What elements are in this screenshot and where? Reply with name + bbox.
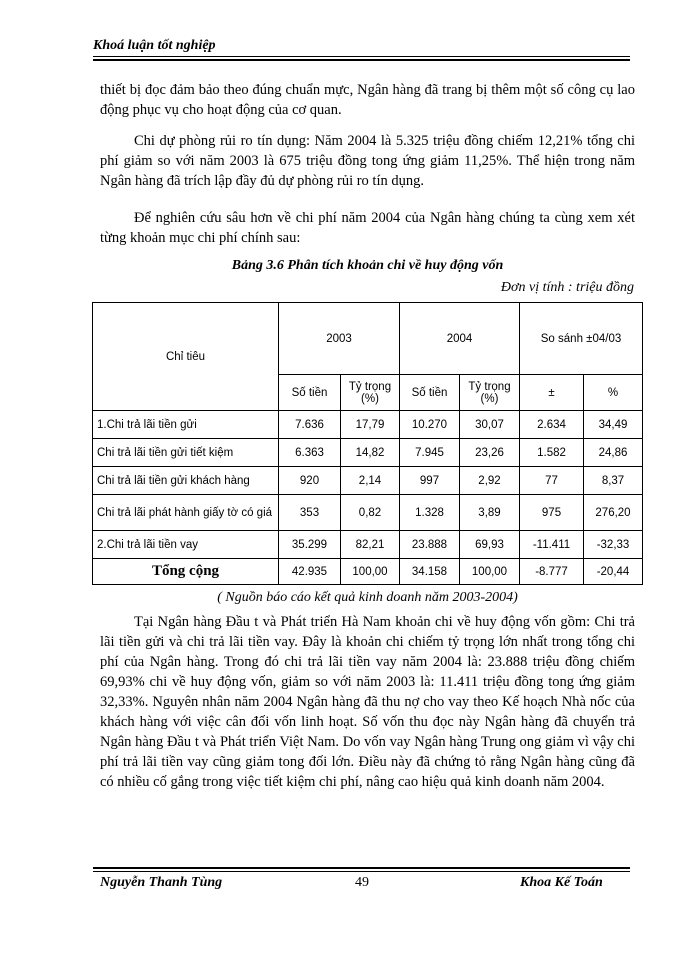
header-rule [93,56,630,57]
paragraph-4: Tại Ngân hàng Đầu t và Phát triển Hà Nam khoản chi về huy động vốn gồm: Chi trả lãi tiền gửi và chi trả lãi tiền vay. Đây là khoản chi chiếm tỷ trọng lớn nhất trong tổng chi phí của Ngân hàng. Trong đó chi trả lãi tiền vay năm 2004 là: 23.888 triệu đồng chiếm 69,93% chi về huy động vốn, giảm so với năm 2003 là: 11.411 triệu đồng tong ứng giảm 32,33%. Nguyên nhân năm 2004 Ngân hàng đã thu nợ cho vay theo Kế hoạch Nhà nốc của khách hàng với việc cân đối vốn linh hoạt. Số vốn thu đọc này Ngân hàng đã chuyển trả Ngân hàng Đầu t và Phát triển Việt Nam. Do vốn vay Ngân hàng Trung ong giảm vì vậy chi phí trả lãi tiền vay cũng giảm tong đối lớn. Điều này đã chứng tỏ rằng Ngân hàng cũng đã có nhiều cố gắng trong việc tiết kiệm chi phí, nâng cao hiệu quả kinh doanh năm 2004. [100,614,635,790]
table-cell: 23.888 [400,531,460,559]
table-cell: 34,49 [584,411,643,439]
table-cell: 34.158 [400,559,460,585]
table-cell: 7.636 [279,411,341,439]
table-cell: 17,79 [341,411,400,439]
table-cell: 997 [400,467,460,495]
table-cell: 100,00 [341,559,400,585]
header-percent: % [584,375,643,411]
table-row [93,411,643,439]
paragraph-2: Chi dự phòng rủi ro tín dụng: Năm 2004 là 5.325 triệu đồng chiếm 12,21% tổng chi phí giảm so với năm 2003 là 675 triệu đồng tong ứng giảm 11,25%. Thể hiện trong năm Ngân hàng đã trích lập đầy đủ dự phòng rủi ro tín dụng. [100,133,635,189]
paragraph-1: thiết bị đọc đảm bảo theo đúng chuẩn mực, Ngân hàng đã trang bị thêm một số công cụ lao động phục vụ cho hoạt động của cơ quan. [100,82,635,118]
table-cell: -20,44 [584,559,643,585]
table-cell: 23,26 [460,439,520,467]
table-cell: 1.328 [400,495,460,531]
header-2004: 2004 [400,303,520,375]
table-cell: 69,93 [460,531,520,559]
header-rule-thick [93,59,630,61]
table-cell: 2,92 [460,467,520,495]
header-ty-trong-2004: Tỷ trọng (%) [460,375,520,411]
header-ty-trong-2003: Tỷ trọng (%) [341,375,400,411]
table-cell: 14,82 [341,439,400,467]
row-label: 2.Chi trả lãi tiền vay [93,531,279,559]
header-so-tien-2003: Số tiền [279,375,341,411]
table-cell: 100,00 [460,559,520,585]
table-cell: 353 [279,495,341,531]
expense-table [92,302,643,585]
running-header-title: Khoá luận tốt nghiệp [93,38,216,53]
page-number: 49 [355,875,369,890]
header-compare: So sánh ±04/03 [520,303,643,375]
table-cell: 6.363 [279,439,341,467]
row-label: Chi trả lãi tiền gửi tiết kiệm [93,439,279,467]
table-cell: 82,21 [341,531,400,559]
table-cell: 1.582 [520,439,584,467]
table-cell: -8.777 [520,559,584,585]
table-cell: 35.299 [279,531,341,559]
footer-rule-thick [93,867,630,869]
header-so-tien-2004: Số tiền [400,375,460,411]
table-cell: 920 [279,467,341,495]
row-label: 1.Chi trả lãi tiền gửi [93,411,279,439]
table-cell: -32,33 [584,531,643,559]
table-row [93,467,643,495]
table-cell: 77 [520,467,584,495]
total-row [93,559,643,585]
table-row [93,495,643,531]
table-cell: -11.411 [520,531,584,559]
table-unit: Đơn vị tính : triệu đồng [500,280,634,295]
row-label: Chi trả lãi tiền gửi khách hàng [93,467,279,495]
table-cell: 8,37 [584,467,643,495]
table-cell: 7.945 [400,439,460,467]
table-caption: Bảng 3.6 Phân tích khoản chi về huy động vốn [231,258,504,273]
table-cell: 2.634 [520,411,584,439]
table-cell: 24,86 [584,439,643,467]
table-body [93,411,643,585]
footer-rule [93,871,630,872]
paragraph-3: Để nghiên cứu sâu hơn về chi phí năm 2004 của Ngân hàng chúng ta cùng xem xét từng khoản mục chi phí chính sau: [100,210,635,246]
header-2003: 2003 [279,303,400,375]
table-cell: 10.270 [400,411,460,439]
table-cell: 30,07 [460,411,520,439]
table-row [93,531,643,559]
table-cell: 42.935 [279,559,341,585]
table-cell: 276,20 [584,495,643,531]
row-label: Tổng cộng [93,559,279,585]
footer-department: Khoa Kế Toán [520,875,603,890]
header-chi-tieu: Chỉ tiêu [93,303,279,411]
table-header-row [93,303,643,375]
header-plus-minus: ± [520,375,584,411]
table-cell: 2,14 [341,467,400,495]
table-cell: 0,82 [341,495,400,531]
table-cell: 3,89 [460,495,520,531]
table-row [93,439,643,467]
table-source: ( Nguồn báo cáo kết quả kinh doanh năm 2003-2004) [217,590,518,605]
table-cell: 975 [520,495,584,531]
footer-author: Nguyễn Thanh Tùng [100,875,223,890]
row-label: Chi trả lãi phát hành giấy tờ có giá [93,495,279,531]
